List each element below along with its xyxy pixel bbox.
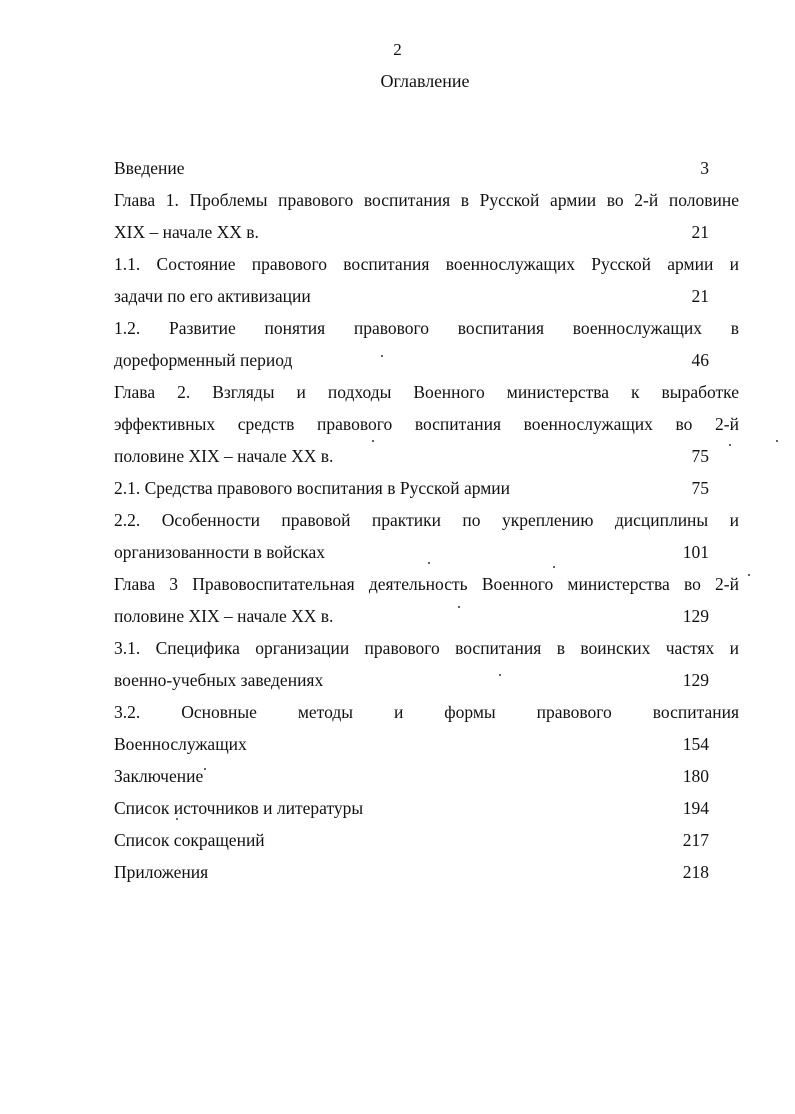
toc-page-number: 101 — [682, 542, 709, 562]
toc-page-number: 218 — [682, 862, 709, 882]
toc-line-text: Введение — [114, 158, 185, 178]
toc-line-text: организованности в войсках — [114, 542, 326, 562]
toc-line — [114, 216, 739, 248]
toc-page-number: 129 — [682, 606, 709, 626]
toc-line — [114, 792, 739, 824]
toc-line — [114, 536, 739, 568]
toc-line — [114, 504, 739, 536]
toc-line — [114, 440, 739, 472]
toc-line-text: Военнослужащих — [114, 734, 247, 754]
toc-entry — [114, 504, 739, 568]
toc-line — [114, 312, 739, 344]
toc-line-text: задачи по его активизации — [114, 286, 311, 306]
toc-line-text: дореформенный период — [114, 350, 293, 370]
toc-line-text: половине XIX – начале XX в. — [114, 446, 334, 466]
toc-page-number: 217 — [682, 830, 709, 850]
toc-entry — [114, 792, 739, 824]
toc-line-text: военно-учебных заведениях — [114, 670, 324, 690]
toc-line — [114, 248, 739, 280]
toc-line — [114, 728, 739, 760]
toc-line — [114, 632, 739, 664]
scan-speck — [428, 562, 430, 564]
toc-line-text: Глава 2. Взгляды и подходы Военного министерства к выработке — [114, 382, 739, 402]
scan-speck — [458, 606, 460, 608]
toc-line — [114, 376, 739, 408]
toc-entry — [114, 824, 739, 856]
toc-entry — [114, 152, 739, 184]
toc-entry — [114, 760, 739, 792]
toc-page-number: 180 — [682, 766, 709, 786]
toc-line — [114, 856, 739, 888]
toc-entry — [114, 856, 739, 888]
table-of-contents — [114, 152, 739, 888]
toc-line — [114, 408, 739, 440]
toc-line-text: 2.1. Средства правового воспитания в Русской армии — [114, 478, 511, 498]
toc-line-text: XIX – начале XX в. — [114, 222, 259, 242]
scan-speck — [499, 674, 501, 676]
toc-page-number: 21 — [691, 286, 709, 306]
toc-line-text: Список источников и литературы — [114, 798, 364, 818]
toc-line — [114, 184, 739, 216]
page-number: 2 — [393, 40, 402, 59]
toc-page-number: 21 — [691, 222, 709, 242]
toc-line-text: половине XIX – начале XX в. — [114, 606, 334, 626]
toc-line — [114, 280, 739, 312]
scan-speck — [776, 440, 778, 442]
scan-speck — [372, 440, 374, 442]
scan-speck — [729, 444, 731, 446]
toc-line-text: Список сокращений — [114, 830, 265, 850]
toc-page-number: 194 — [682, 798, 709, 818]
toc-entry — [114, 376, 739, 472]
scan-speck — [176, 818, 178, 820]
toc-line — [114, 664, 739, 696]
toc-entry — [114, 312, 739, 376]
toc-entry — [114, 568, 739, 632]
toc-page-number: 75 — [691, 446, 709, 466]
toc-line-text: Глава 3 Правовоспитательная деятельность Военного министерства во 2-й — [114, 574, 739, 594]
toc-page-number: 75 — [691, 478, 709, 498]
toc-line-text: 2.2. Особенности правовой практики по укреплению дисциплины и — [114, 510, 739, 530]
toc-page-number: 3 — [700, 158, 709, 178]
toc-line — [114, 824, 739, 856]
toc-page-number: 46 — [691, 350, 709, 370]
toc-entry — [114, 632, 739, 696]
toc-page-number: 154 — [682, 734, 709, 754]
toc-line-text: Глава 1. Проблемы правового воспитания в Русской армии во 2-й половине — [114, 190, 739, 210]
toc-line-text: 1.2. Развитие понятия правового воспитания военнослужащих в — [114, 318, 739, 338]
toc-line — [114, 696, 739, 728]
toc-line — [114, 568, 739, 600]
toc-page-number: 129 — [682, 670, 709, 690]
toc-line — [114, 152, 739, 184]
toc-line-text: 1.1. Состояние правового воспитания военнослужащих Русской армии и — [114, 254, 739, 274]
toc-line-text: эффективных средств правового воспитания военнослужащих во 2-й — [114, 414, 739, 434]
page-title: Оглавление — [380, 71, 470, 91]
toc-line-text: 3.2. Основные методы и формы правового воспитания — [114, 702, 739, 722]
scan-speck — [553, 566, 555, 568]
toc-line-text: 3.1. Специфика организации правового воспитания в воинских частях и — [114, 638, 739, 658]
scan-speck — [381, 355, 383, 357]
toc-line-text: Заключение — [114, 766, 204, 786]
toc-line — [114, 600, 739, 632]
toc-line — [114, 760, 739, 792]
toc-line — [114, 472, 739, 504]
toc-line-text: Приложения — [114, 862, 209, 882]
toc-entry — [114, 696, 739, 760]
toc-entry — [114, 248, 739, 312]
toc-line — [114, 344, 739, 376]
scan-speck — [748, 574, 750, 576]
toc-entry — [114, 472, 739, 504]
toc-entry — [114, 184, 739, 248]
scan-speck — [204, 768, 206, 770]
